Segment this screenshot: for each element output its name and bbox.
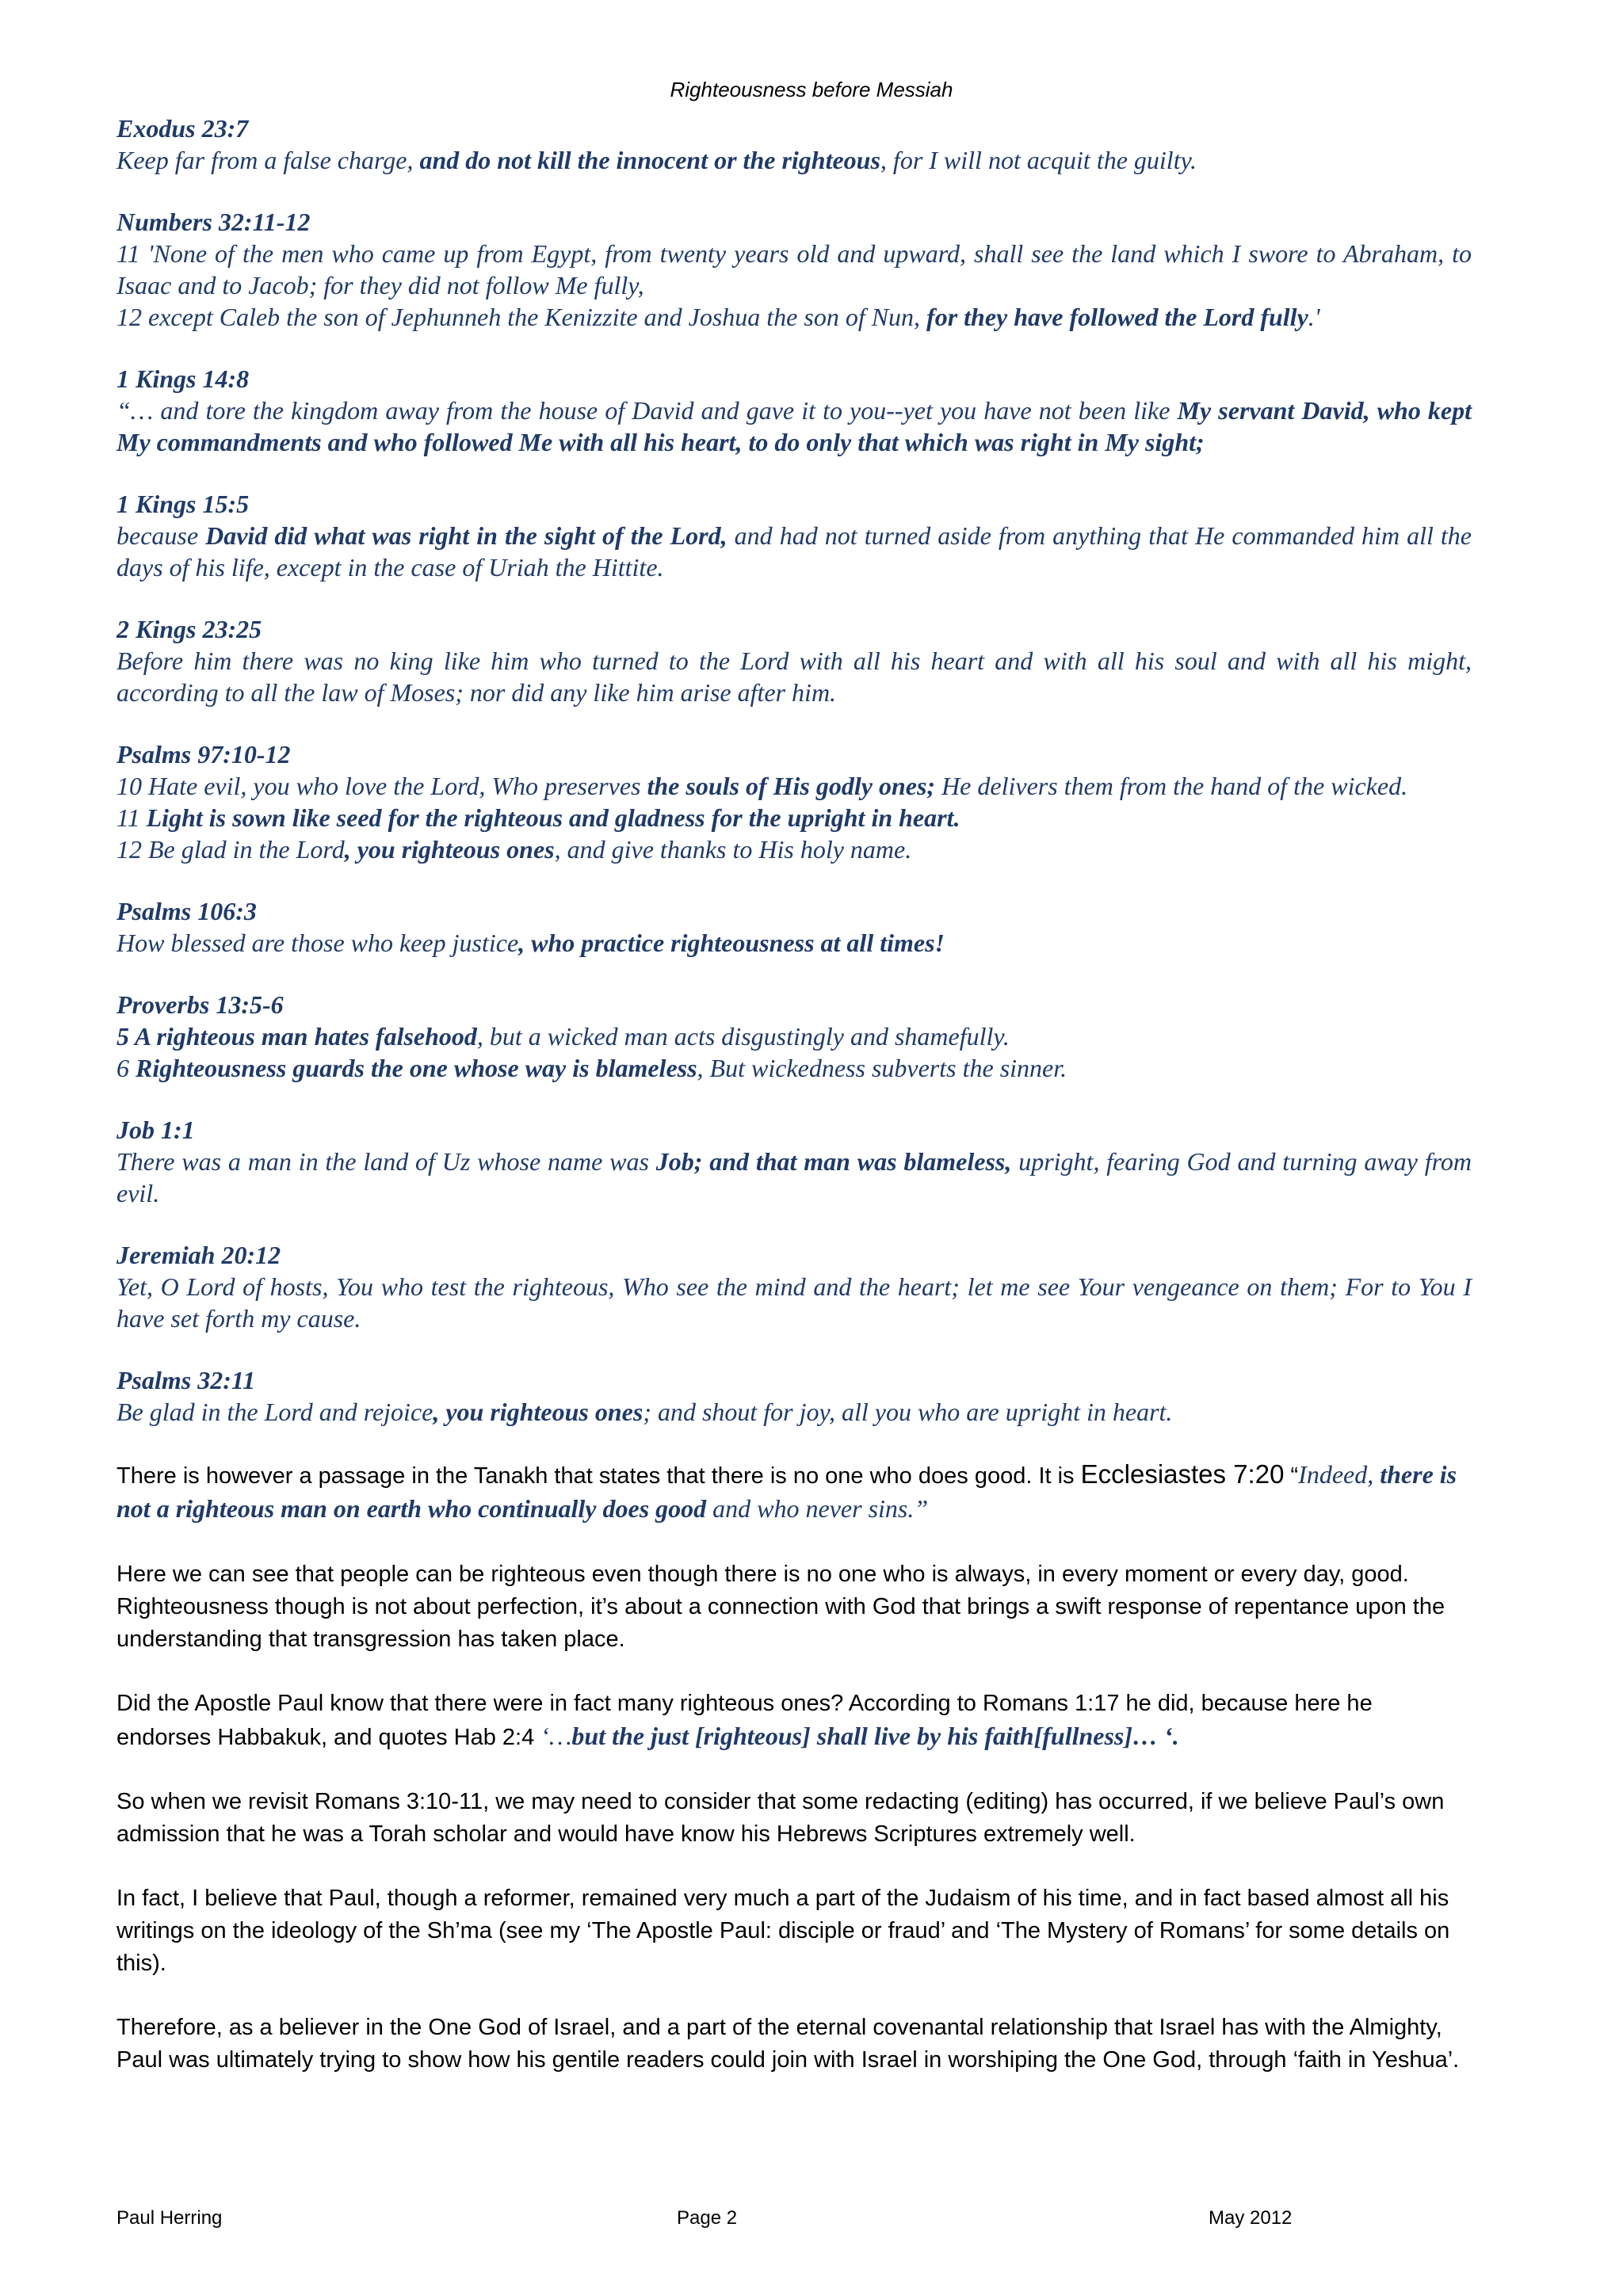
verse-list	[116, 113, 1472, 1428]
verse-text	[116, 1052, 1472, 1084]
verse-text	[116, 833, 1472, 865]
verse-emphasis: Righteousness guards the one whose way is blameless	[136, 1054, 697, 1082]
verse-segment: , and give thanks to His holy name.	[554, 835, 912, 864]
verse-emphasis: 5 A righteous man hates falsehood	[116, 1022, 477, 1051]
verse-segment: upright, fearing God and turning away from evil.	[116, 1147, 1472, 1207]
verse-emphasis: for they have followed the Lord fully	[926, 303, 1308, 331]
verse-segment: 12 except Caleb the son of Jephunneh the Kenizzite and Joshua the son of Nun,	[116, 303, 927, 331]
verse-segment: 10 Hate evil, you who love the Lord, Who preserves	[116, 772, 647, 800]
paragraph-ecclesiastes	[116, 1458, 1472, 1527]
verse-segment: , But wickedness subverts the sinner.	[697, 1054, 1067, 1082]
verse-reference: Ecclesiastes 7:20	[1080, 1459, 1285, 1489]
verse-segment: 12 Be glad in the Lord	[116, 835, 345, 864]
verse-reference: Proverbs 13:5-6	[116, 990, 284, 1019]
verse-text	[116, 301, 1472, 333]
verse-segment: because	[116, 521, 206, 550]
verse-segment: 11 'None of the men who came up from Egypt, from twenty years old and upward, shall see the land which I swore to Abraham, to Isaac and to Jacob; for they did not follow Me fully,	[116, 239, 1472, 299]
paragraph-redacting: So when we revisit Romans 3:10-11, we may need to consider that some redacting (editing) has occurred, if we believe Paul’s own admission that he was a Torah scholar and would have know his Hebrews Scriptures extremely well.	[116, 1789, 1445, 1847]
footer-author: Paul Herring	[116, 2207, 223, 2229]
verse-reference: 1 Kings 15:5	[116, 490, 250, 518]
verse-reference: Jeremiah 20:12	[116, 1241, 281, 1269]
footer-page-number: Page 2	[677, 2207, 738, 2229]
verse-block	[116, 895, 1472, 959]
verse-text	[116, 238, 1472, 301]
verse-emphasis: , you righteous ones	[433, 1398, 643, 1426]
verse-reference: Psalms 32:11	[116, 1366, 256, 1394]
verse-reference: 2 Kings 23:25	[116, 615, 262, 643]
verse-text	[116, 927, 1472, 959]
verse-segment: 6	[116, 1054, 136, 1082]
verse-text	[116, 144, 1472, 176]
verse-segment: , for I will not acquit the guilty.	[880, 146, 1197, 174]
paragraph-conclusion: Therefore, as a believer in the One God of Israel, and a part of the eternal covenantal relationship that Israel has with the Almighty, Paul was ultimately trying to show how his gentile readers could join with Israel in worshiping the One God, through ‘faith in Yeshua’.	[116, 2015, 1460, 2073]
verse-emphasis: My servant David, who kept My commandments and who followed Me with all his heart, to do only that which was right in My sight;	[116, 396, 1472, 456]
verse-block	[116, 1239, 1472, 1334]
verse-emphasis: and do not kill the innocent or the righteous	[419, 146, 880, 174]
verse-segment: He delivers them from the hand of the wicked.	[935, 772, 1408, 800]
verse-block	[116, 488, 1472, 583]
page-header: Righteousness before Messiah	[670, 78, 953, 101]
quote-bold: there is not a righteous man on earth who continually does good	[116, 1460, 1457, 1523]
verse-text	[116, 802, 1472, 833]
verse-block	[116, 1114, 1472, 1209]
paragraph-righteousness: Here we can see that people can be righteous even though there is no one who is always, in every moment or every day, good. Righteousness though is not about perfection, it’s about a connection with God that brings a swift response of repentance upon the understanding that transgression has taken place.	[116, 1562, 1445, 1652]
verse-segment: 11	[116, 803, 147, 832]
paragraph-paul-romans	[116, 1688, 1472, 1754]
paragraph-text: Did the Apostle Paul know that there were in fact many righteous ones? According to Romans 1:17 he did, because here he endorses Habbakuk, and quotes Hab 2:4	[116, 1691, 1373, 1750]
verse-segment: and had not turned aside from anything that He commanded him all the days of his life, except in the case of Uriah the Hittite.	[116, 521, 1472, 582]
verse-reference: Psalms 106:3	[116, 897, 257, 925]
paragraph-text: There is however a passage in the Tanakh that states that there is no one who does good. It is	[116, 1463, 1081, 1489]
paragraph-judaism: In fact, I believe that Paul, though a reformer, remained very much a part of the Judaism of his time, and in fact based almost all his writings on the ideology of the Sh’ma (see my ‘The Apostle Paul: disciple or fraud’ and ‘The Mystery of Romans’ for some details on this).	[116, 1886, 1450, 1976]
verse-text	[116, 520, 1472, 583]
open-quote: “	[1284, 1463, 1299, 1489]
verse-block	[116, 206, 1472, 333]
verse-segment: “… and tore the kingdom away from the house of David and gave it to you--yet you have not been like	[116, 396, 1178, 425]
verse-block	[116, 113, 1472, 176]
verse-text	[116, 770, 1472, 802]
quote-bold: but the just [righteous] shall live by his faith[fullness]… ‘.	[571, 1722, 1179, 1750]
verse-block	[116, 738, 1472, 865]
verse-reference: Job 1:1	[116, 1116, 195, 1144]
verse-segment: There was a man in the land of Uz whose name was	[116, 1147, 656, 1176]
verse-segment: Be glad in the Lord and rejoice	[116, 1398, 433, 1426]
verse-reference: Numbers 32:11-12	[116, 208, 311, 236]
verse-block	[116, 363, 1472, 458]
verse-segment: .'	[1308, 303, 1320, 331]
verse-emphasis: Light is sown like seed for the righteous and gladness for the upright in heart.	[146, 803, 960, 832]
quote-start: ‘…	[540, 1722, 572, 1750]
verse-reference: 1 Kings 14:8	[116, 364, 250, 393]
verse-segment: How blessed are those who keep justice	[116, 929, 519, 957]
verse-emphasis: David did what was right in the sight of the Lord,	[205, 521, 727, 550]
page-content	[116, 113, 1472, 2108]
verse-text	[116, 645, 1472, 708]
quote-end: and who never sins.”	[706, 1494, 929, 1523]
verse-emphasis: , you righteous ones	[344, 835, 555, 864]
footer-date: May 2012	[1209, 2207, 1293, 2229]
verse-text	[116, 1020, 1472, 1052]
verse-text	[116, 395, 1472, 458]
verse-segment: , but a wicked man acts disgustingly and shamefully.	[476, 1022, 1010, 1051]
verse-segment: Keep far from a false charge,	[116, 146, 420, 174]
verse-emphasis: , who practice righteousness at all times!	[518, 929, 945, 957]
quote-start: Indeed,	[1298, 1460, 1374, 1489]
verse-text	[116, 1396, 1472, 1428]
verse-segment: ; and shout for joy, all you who are upright in heart.	[643, 1398, 1173, 1426]
verse-emphasis: the souls of His godly ones;	[647, 772, 936, 800]
quoted-verse	[540, 1722, 1178, 1750]
verse-segment: Yet, O Lord of hosts, You who test the righteous, Who see the mind and the heart; let me see Your vengeance on them; For to You I have set forth my cause.	[116, 1272, 1472, 1333]
verse-text	[116, 1271, 1472, 1334]
verse-block	[116, 989, 1472, 1084]
verse-block	[116, 1364, 1472, 1428]
verse-text	[116, 1146, 1472, 1209]
verse-segment: Before him there was no king like him who turned to the Lord with all his heart and with all his soul and with all his might, according to all the law of Moses; nor did any like him arise after him.	[116, 646, 1472, 707]
verse-reference: Exodus 23:7	[116, 114, 249, 143]
verse-block	[116, 613, 1472, 708]
verse-emphasis: Job; and that man was blameless,	[655, 1147, 1012, 1176]
verse-reference: Psalms 97:10-12	[116, 740, 291, 769]
